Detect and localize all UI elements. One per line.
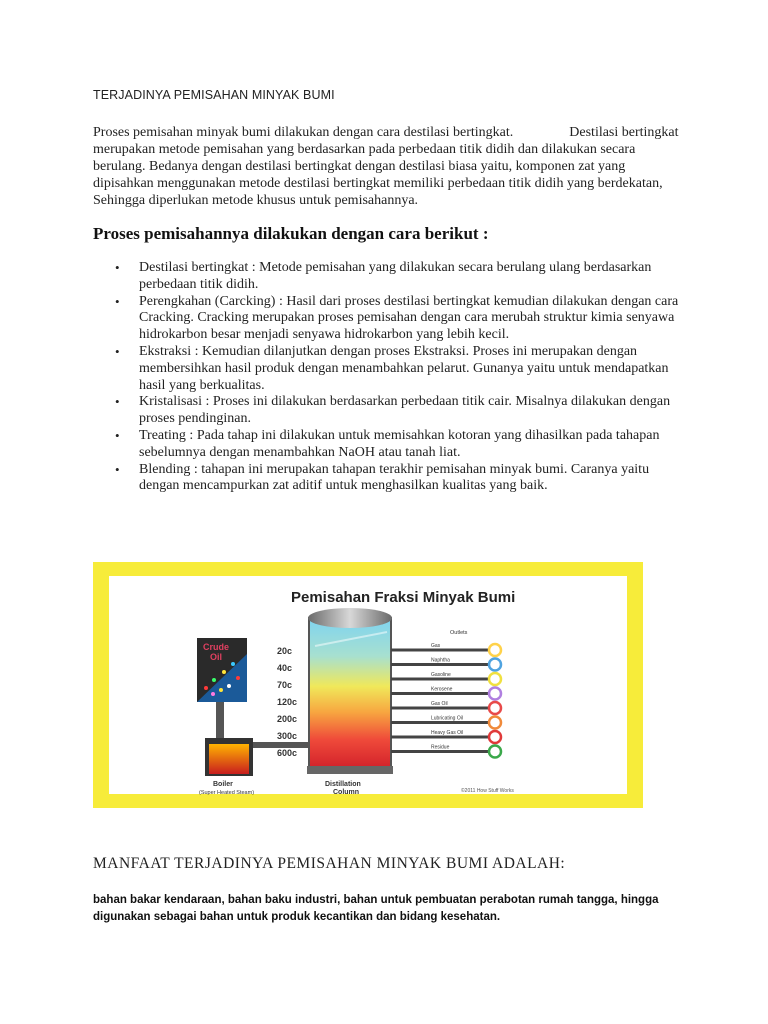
outlet-label: Kerosene	[431, 686, 453, 693]
outlet-marker-icon	[489, 644, 501, 656]
distillation-column	[307, 608, 393, 796]
crude-label-1: Crude	[203, 642, 230, 652]
column-label-1: Distillation	[325, 781, 361, 788]
process-steps-list	[93, 260, 683, 495]
bullet-icon: •	[115, 343, 120, 359]
outlet-pipe	[391, 730, 501, 743]
figure-title: Pemisahan Fraksi Minyak Bumi	[291, 589, 516, 606]
distillation-figure	[93, 562, 643, 808]
feed-pipe	[216, 702, 224, 738]
temperature-label: 40c	[277, 663, 293, 673]
outlet-label: Naphtha	[431, 657, 450, 664]
boiler-sublabel: (Super Heated Steam)	[199, 790, 255, 796]
bullet-icon: •	[115, 260, 120, 275]
bullet-icon: •	[115, 394, 120, 410]
boiler-label: Boiler	[213, 781, 233, 788]
outlet-pipe	[391, 687, 501, 700]
outlet-marker-icon	[489, 659, 501, 671]
outlet-marker-icon	[489, 746, 501, 758]
bullet-icon: •	[115, 461, 120, 477]
list-item-text: Kristalisasi : Proses ini dilakukan berdasarkan perbedaan titik cair. Misalnya dilakukan dengan proses pendinginan.	[139, 394, 671, 427]
outlet-label: Residue	[431, 744, 450, 751]
bullet-icon: •	[115, 293, 120, 309]
outlet-pipes	[391, 643, 501, 758]
intro-first-sentence: Proses pemisahan minyak bumi dilakukan dengan cara destilasi bertingkat.	[93, 125, 514, 140]
outlet-pipe	[391, 701, 501, 714]
outlets-label: Outlets	[450, 630, 468, 636]
outlet-marker-icon	[489, 688, 501, 700]
outlet-label: Gas Oil	[431, 701, 448, 707]
temperature-label: 300c	[277, 731, 298, 741]
list-item-text: Destilasi bertingkat : Metode pemisahan yang dilakukan secara berulang ulang berdasarkan perbedaan titik didih.	[139, 260, 652, 292]
benefit-text: bahan bakar kendaraan, bahan baku industri, bahan untuk pembuatan perabotan rumah tangga, hingga digunakan sebagai bahan untuk produk kecantikan dan bidang kesehatan.	[93, 894, 659, 923]
boiler	[199, 738, 254, 796]
outlet-label: Lubricating Oil	[431, 715, 463, 722]
outlet-pipe	[391, 716, 501, 729]
section-subheading: Proses pemisahannya dilakukan dengan cara berikut :	[93, 224, 489, 243]
list-item	[93, 428, 683, 462]
list-item	[93, 462, 683, 496]
outlet-marker-icon	[489, 702, 501, 714]
outlet-label: Gas	[431, 643, 441, 649]
outlet-marker-icon	[489, 731, 501, 743]
outlet-marker-icon	[489, 673, 501, 685]
list-item	[93, 260, 683, 294]
crude-oil-tank	[197, 638, 247, 702]
temperature-labels	[277, 646, 297, 758]
outlet-label: Gasoline	[431, 672, 451, 678]
list-item	[93, 394, 683, 428]
document-title: TERJADINYA PEMISAHAN MINYAK BUMI	[93, 88, 335, 102]
outlet-marker-icon	[489, 717, 501, 729]
outlet-pipe	[391, 658, 501, 671]
outlet-pipe	[391, 672, 501, 685]
temperature-label: 200c	[277, 714, 298, 724]
temperature-label: 600c	[277, 748, 298, 758]
list-item	[93, 344, 683, 394]
temperature-label: 120c	[277, 697, 298, 707]
temperature-label: 70c	[277, 680, 293, 690]
bullet-icon: •	[115, 427, 120, 443]
list-item-text: Perengkahan (Carcking) : Hasil dari proses destilasi bertingkat kemudian dilakukan dengan cara Cracking. Cracking merupakan proses pemisahan dengan cara merubah struktur kimia senyawa hidrokarbon besar menjadi senyawa hidrokarbon yang lebih kecil.	[139, 293, 679, 343]
distillation-diagram	[93, 562, 643, 808]
benefit-heading: MANFAAT TERJADINYA PEMISAHAN MINYAK BUMI ADALAH:	[93, 855, 566, 872]
intro-paragraph	[93, 124, 683, 209]
column-label-2: Column	[333, 789, 360, 796]
list-item-text: Blending : tahapan ini merupakan tahapan terakhir pemisahan minyak bumi. Caranya yaitu dengan mencampurkan zat aditif untuk menghasilkan kualitas yang baik.	[139, 461, 650, 494]
outlet-pipe	[391, 643, 501, 656]
list-item-text: Treating : Pada tahap ini dilakukan untuk memisahkan kotoran yang dihasilkan pada tahapan sebelumnya dengan menambahkan NaOH atau tanah liat.	[139, 427, 660, 460]
outlet-pipe	[391, 745, 501, 758]
figure-credit: ©2011 How Stuff Works	[461, 788, 514, 794]
crude-label-2: Oil	[210, 652, 223, 662]
temperature-label: 20c	[277, 646, 293, 656]
list-item	[93, 294, 683, 344]
outlet-label: Heavy Gas Oil	[431, 730, 464, 736]
list-item-text: Ekstraksi : Kemudian dilanjutkan dengan proses Ekstraksi. Proses ini merupakan dengan membersihkan hasil produk dengan menambahkan pelarut. Gunanya yaitu untuk mendapatkan hasil yang berkualitas.	[139, 343, 669, 393]
intro-remaining-text: Destilasi bertingkat merupakan metode pemisahan yang berdasarkan pada perbedaan titik didih dan dilakukan secara berulang. Bedanya dengan destilasi bertingkat dengan destilasi biasa yaitu, komponen zat yang dipisahkan menggunakan metode destilasi bertingkat memiliki perbedaan titik didih yang berdekatan, Sehingga diperlukan metode khusus untuk pemisahannya.	[93, 125, 679, 208]
